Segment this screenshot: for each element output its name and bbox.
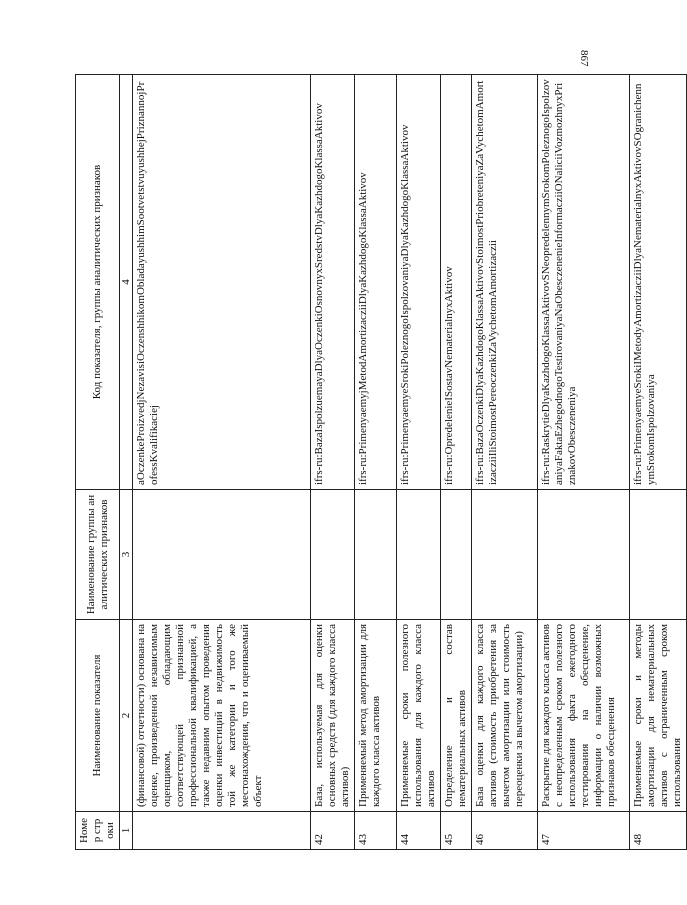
row-number: 44 [397,812,441,850]
column-number: 4 [120,75,133,490]
table-row [472,75,538,850]
header-group-name: Наименование группы аналитических признаков [76,490,120,620]
group-name [311,490,355,620]
row-number: 42 [311,812,355,850]
indicator-code: ifrs-ru:BazaIspolzuemayaDlyaOczenkiOsnovnyxSredstvDlyaKazhdogoKlassaAktivov [311,75,355,490]
column-number: 3 [120,490,133,620]
indicator-code: ifrs-ru:PrimenyaemyeSrokiIMetodyAmortizacziiDlyaNematerialnyxAktivovSOgranichennymSrokomIspolzovaniya [630,75,687,490]
indicator-code: aOczenkeProizvedjNezavisiOczenshhikomObladayushhimSootvetstvuyushhejPriznannojProfessKvalifikaciej [133,75,311,490]
indicator-code: ifrs-ru:PrimenyaemyeSrokiPoleznogoIspolzovaniyaDlyaKazhdogoKlassaAktivov [397,75,441,490]
indicator-name: Применяемый метод амортизации для каждого класса активов [355,620,397,812]
group-name [441,490,472,620]
table-row [311,75,355,850]
group-name [472,490,538,620]
table-row [397,75,441,850]
row-number: 47 [538,812,630,850]
indicator-name: База, используемая для оценки основных средств (для каждого класса активов) [311,620,355,812]
table-row [133,75,311,850]
table-header-row [76,75,120,850]
header-row-number: Номер строки [76,812,120,850]
indicator-name: База оценки для каждого класса активов (стоимость приобретения за вычетом амортизации или стоимость переоценки за вычетом амортизации) [472,620,538,812]
indicator-code: ifrs-ru:BazaOczenkiDlyaKazhdogoKlassaAktivovStoimostPriobreteniyaZaVychetomAmortizacziiIliStoimostPereoczenkiZaVychetomAmortizaczii [472,75,538,490]
row-number: 48 [630,812,687,850]
row-number: 43 [355,812,397,850]
page-number: 867 [578,50,590,67]
column-number: 2 [120,620,133,812]
row-number: 45 [441,812,472,850]
header-indicator-name: Наименование показателя [76,620,120,812]
table-row [538,75,630,850]
indicator-name: Применяемые сроки и методы амортизации для нематериальных активов с ограниченным сроком использования [630,620,687,812]
table-row [441,75,472,850]
table-row [355,75,397,850]
group-name [538,490,630,620]
group-name [355,490,397,620]
indicator-code: ifrs-ru:OpredelenieISostavNematerialnyxAktivov [441,75,472,490]
indicator-table [75,74,687,850]
indicator-name: Определение и состав нематериальных активов [441,620,472,812]
group-name [133,490,311,620]
indicator-code: ifrs-ru:RaskrytieDlyaKazhdogoKlassaAktivovSNeopredelennymSrokomPoleznogoIspolzovaniyaFaktaEzhegodnogoTestirovaniyaNaObesczenenieInformacziiONaliciiVozmozhnyxPriznakovObesczeneniya [538,75,630,490]
indicator-name: (финансовой) отчетности) основана на оценке, произведенной независимым оценщиком, обладающим соответствующей признанной профессиональной квалификацией, а также недавним опытом проведения оценки инвестиций в недвижимость той же категории и того же местонахождения, что и оцениваемый объект [133,620,311,812]
header-indicator-code: Код показателя, группы аналитических признаков [76,75,120,490]
column-number: 1 [120,812,133,850]
indicator-code: ifrs-ru:PrimenyaemyjMetodAmortizacziiDlyaKazhdogoKlassaAktivov [355,75,397,490]
row-number: 46 [472,812,538,850]
column-number-row [120,75,133,850]
group-name [397,490,441,620]
group-name [630,490,687,620]
indicator-name: Применяемые сроки полезного использования для каждого класса активов [397,620,441,812]
table-row [630,75,687,850]
rotated-page-content [75,75,683,850]
indicator-name: Раскрытие для каждого класса активов с неопределенным сроком полезного использования факта ежегодного тестирования на обесценение, информации о наличии возможных признаков обесценения [538,620,630,812]
row-number [133,812,311,850]
